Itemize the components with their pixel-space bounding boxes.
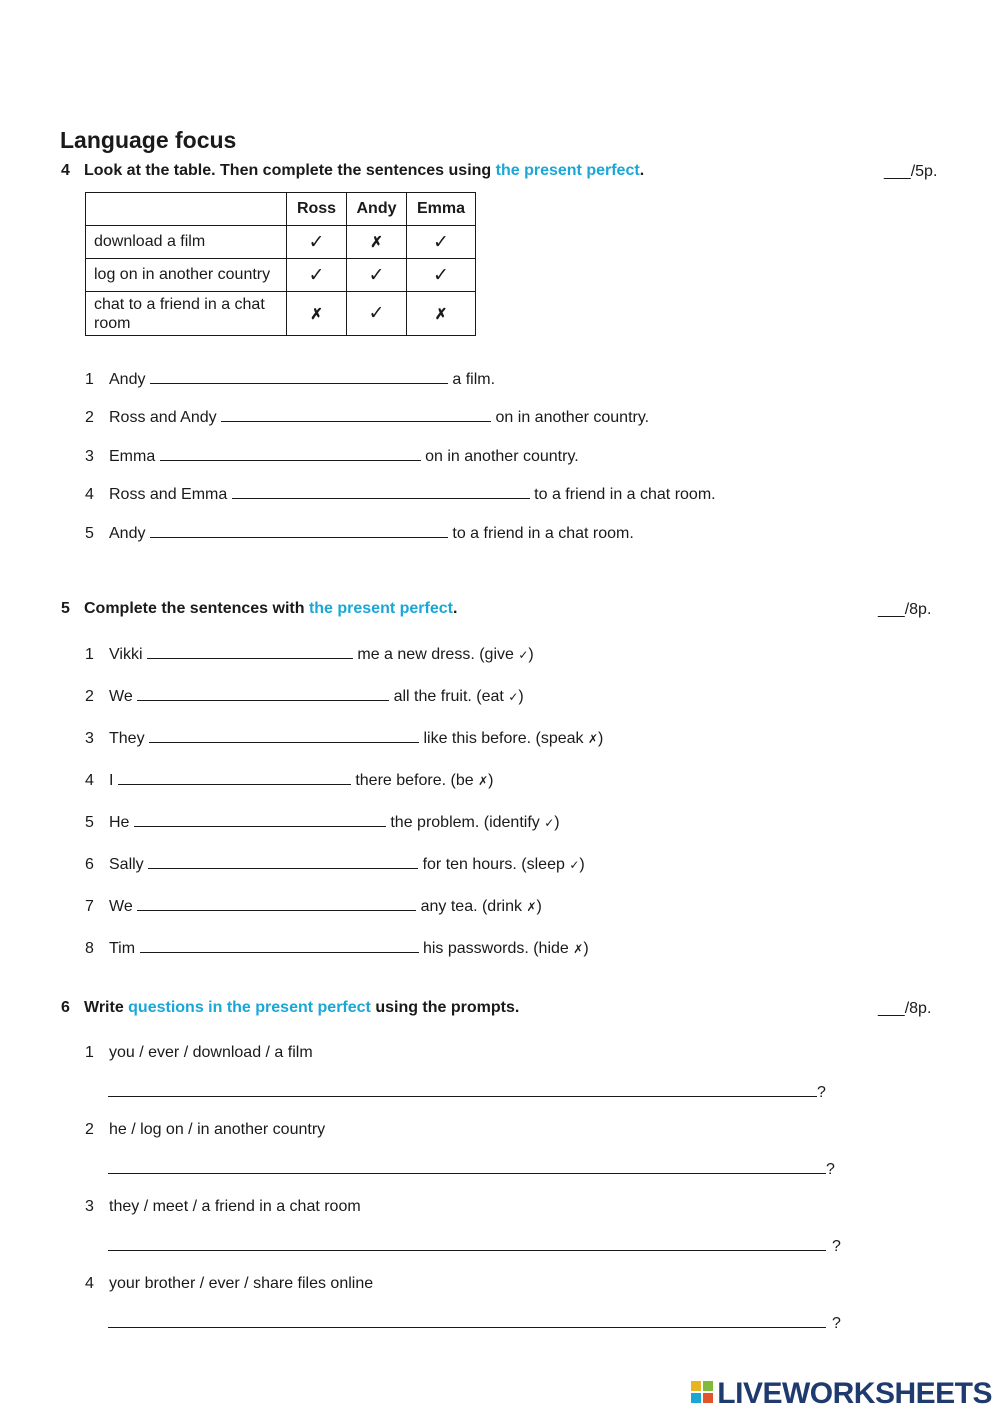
answer-blank[interactable]: [108, 1159, 826, 1174]
ex6-prompt: 3 they / meet / a friend in a chat room: [85, 1198, 361, 1215]
answer-blank[interactable]: [150, 523, 448, 538]
score-box: ___/8p.: [878, 1000, 932, 1017]
answer-blank[interactable]: [160, 446, 421, 461]
answer-blank[interactable]: [134, 812, 386, 827]
ex5-item: 7 We any tea. (drink ✗): [85, 898, 542, 915]
activity-cell: chat to a friend in a chat room: [86, 292, 287, 336]
activity-cell: log on in another country: [86, 259, 287, 292]
check-icon: ✓: [407, 226, 476, 259]
ex4-item: 4 Ross and Emma to a friend in a chat room.: [85, 486, 716, 503]
logo-icon: [691, 1381, 715, 1405]
exercise-5-instruction: 5 Complete the sentences with the present perfect.: [61, 600, 458, 617]
ex5-item: 2 We all the fruit. (eat ✓): [85, 688, 524, 705]
liveworksheets-logo: [691, 1377, 992, 1411]
highlight-text: the present perfect: [308, 600, 453, 617]
table-header-cell: Emma: [407, 193, 476, 226]
logo-text: LIVEWORKSHEETS: [717, 1377, 992, 1410]
check-icon: ✓: [287, 226, 347, 259]
ex6-answer-line: ?: [108, 1236, 841, 1256]
ex4-item: 1 Andy a film.: [85, 371, 496, 388]
answer-blank[interactable]: [221, 407, 491, 422]
exercise-number: 4: [61, 162, 70, 179]
answer-blank[interactable]: [149, 728, 419, 743]
ex5-item: 3 They like this before. (speak ✗): [85, 730, 604, 747]
answer-blank[interactable]: [108, 1313, 826, 1328]
cross-icon: ✗: [526, 900, 537, 914]
table-row: [86, 292, 476, 336]
check-icon: ✓: [569, 858, 580, 872]
activity-cell: download a film: [86, 226, 287, 259]
highlight-text: the present perfect: [495, 162, 640, 179]
ex6-answer-line: ?: [108, 1159, 835, 1179]
cross-icon: ✗: [407, 292, 476, 336]
exercise-4-instruction: 4 Look at the table. Then complete the sentences using the present perfect.: [61, 162, 645, 179]
ex4-item: 3 Emma on in another country.: [85, 448, 579, 465]
check-icon: ✓: [347, 292, 407, 336]
answer-blank[interactable]: [118, 770, 351, 785]
highlight-text: questions in the present perfect: [128, 999, 371, 1016]
check-icon: ✓: [407, 259, 476, 292]
ex6-answer-line: ?: [108, 1082, 826, 1102]
answer-blank[interactable]: [232, 484, 530, 499]
check-icon: ✓: [544, 816, 555, 830]
cross-icon: ✗: [573, 942, 584, 956]
exercise-6-instruction: 6 Write questions in the present perfect using the prompts.: [61, 999, 520, 1016]
cross-icon: ✗: [478, 774, 489, 788]
ex6-answer-line: ?: [108, 1313, 841, 1333]
answer-blank[interactable]: [147, 644, 353, 659]
table-row: [86, 259, 476, 292]
answer-blank[interactable]: [108, 1082, 817, 1097]
page-title: Language focus: [60, 127, 237, 153]
score-box: ___/5p.: [884, 163, 938, 180]
ex5-item: 6 Sally for ten hours. (sleep ✓): [85, 856, 585, 873]
answer-blank[interactable]: [137, 896, 416, 911]
check-icon: ✓: [347, 259, 407, 292]
check-icon: ✓: [287, 259, 347, 292]
cross-icon: ✗: [287, 292, 347, 336]
ex5-item: 8 Tim his passwords. (hide ✗): [85, 940, 589, 957]
score-box: ___/8p.: [878, 601, 932, 618]
table-row: [86, 226, 476, 259]
check-icon: ✓: [508, 690, 519, 704]
ex5-item: 4 I there before. (be ✗): [85, 772, 494, 789]
exercise-number: 5: [61, 600, 70, 617]
ex4-item: 2 Ross and Andy on in another country.: [85, 409, 650, 426]
cross-icon: ✗: [587, 732, 599, 746]
answer-blank[interactable]: [108, 1236, 826, 1251]
ex6-prompt: 4 your brother / ever / share files online: [85, 1275, 374, 1292]
ex5-item: 5 He the problem. (identify ✓): [85, 814, 560, 831]
answer-blank[interactable]: [137, 686, 389, 701]
ex6-prompt: 1 you / ever / download / a film: [85, 1044, 313, 1061]
table-header-cell: [86, 193, 287, 226]
table-header-cell: Andy: [347, 193, 407, 226]
table-header-cell: Ross: [287, 193, 347, 226]
cross-icon: ✗: [347, 226, 407, 259]
exercise-number: 6: [61, 999, 70, 1016]
table-header-row: [86, 193, 476, 226]
answer-blank[interactable]: [148, 854, 418, 869]
activity-table: [85, 192, 476, 336]
ex4-item: 5 Andy to a friend in a chat room.: [85, 525, 634, 542]
ex6-prompt: 2 he / log on / in another country: [85, 1121, 326, 1138]
ex5-item: 1 Vikki me a new dress. (give ✓): [85, 646, 534, 663]
answer-blank[interactable]: [150, 369, 448, 384]
answer-blank[interactable]: [140, 938, 419, 953]
check-icon: ✓: [518, 648, 529, 662]
